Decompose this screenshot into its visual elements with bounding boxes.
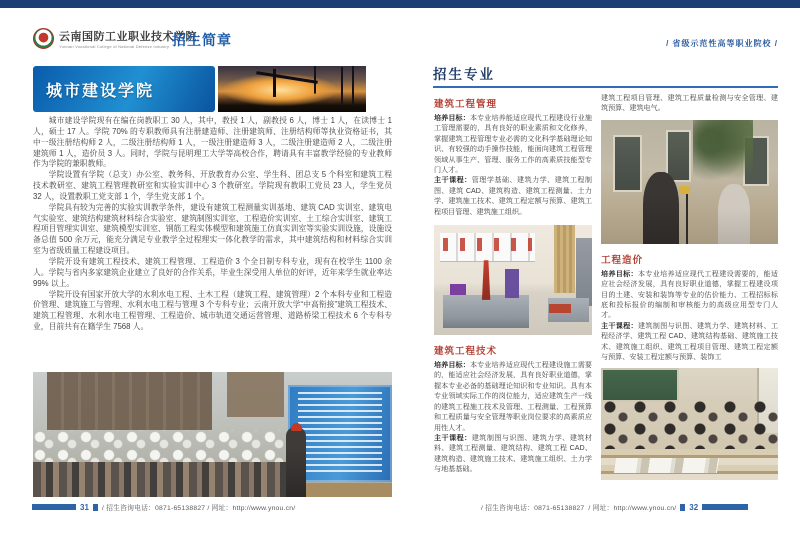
page-footer-left	[32, 502, 295, 512]
goal-label: 培养目标：	[601, 269, 638, 278]
goal-text: 本专业培养适应现代工程建设需要的，能适应社会经济发展，具有良好职业道德，掌握工程建设项目的土建、安装和装饰等专业的估价能力、工程招标标底和投标报价的编制和审核能力的高级应用型专门人才。	[601, 269, 778, 320]
major-title-construction-management: 建筑工程管理	[434, 99, 498, 110]
goal-text: 本专业培养能适应现代工程建设行业施工管理需要的，具有良好的职业素质和文化修养，掌握建筑工程管理专业必需的文化科学基础理论知识、有较强的动手操作技能，能面向建筑工程管理领域从事生产、管理、服务工作的高素质技能型专门人才。	[434, 114, 593, 175]
photo-detail-model	[477, 260, 496, 300]
photo-construction-sunset	[218, 66, 366, 112]
footer-square-icon	[93, 504, 98, 511]
photo-detail-cabinet	[576, 238, 592, 306]
courses-text: 管理学基础、建筑力学、建筑工程制图、建筑 CAD、建筑构造、建筑工程测量、土力学、建筑施工技术、建筑工程定额与预算、建筑工程项目管理、建筑施工组织。	[434, 176, 593, 216]
photo-classroom-study	[601, 368, 778, 480]
column2-lead-text: 建筑工程项目管理、建筑工程质量检测与安全管理、建筑预算、建筑电气。	[601, 94, 778, 113]
photo-detail-crowd	[33, 462, 288, 497]
footer-phone: / 招生咨询电话：0871-65138827	[481, 505, 585, 512]
goal-text: 本专业培养适应现代工程建设施工需要的，能适应社会经济发展，具有良好职业道德，掌握本专业必备的基础理论知识和专业知识。具有本专业领域实际工作的岗位能力，适应建筑生产一线的建筑工程施工技术及管理、工程测量、工程预算和工程质量与安全管理等职业岗位要求的高素质应用性人才。	[434, 361, 593, 432]
photo-detail-tripod	[686, 192, 688, 244]
photo-detail-chalkboard	[601, 368, 679, 402]
photo-detail-model	[450, 284, 466, 295]
page-number: 31	[80, 502, 89, 512]
photo-detail-window	[613, 135, 641, 192]
college-emblem-icon	[33, 28, 54, 49]
majors-column-1	[434, 96, 592, 475]
footer-contact-info: / 招生咨询电话：0871-65138827 / 网址：http://www.ynou.cn/	[101, 505, 296, 512]
courses-label: 主干课程：	[434, 176, 472, 185]
provincial-badge: / 省级示范性高等职业院校 /	[666, 39, 778, 48]
courses-label: 主干课程：	[601, 321, 638, 330]
photo-detail-foreman	[286, 427, 306, 497]
major-courses	[434, 433, 592, 475]
photo-detail-building	[227, 372, 284, 417]
major-courses	[601, 321, 778, 363]
major-title-construction-technology: 建筑工程技术	[434, 346, 498, 358]
photo-surveying-practice	[601, 120, 778, 244]
photo-detail-model	[549, 304, 571, 313]
major-goal	[601, 269, 778, 321]
college-name-en: Yunnan Vocational College of National Defense Industry	[59, 44, 170, 49]
courses-text: 建筑制图与识图、建筑力学、建筑材料、工程经济学、建筑工程 CAD、建筑结构基础、建筑施工技术、建筑施工组织、建筑工程项目管理、建筑工程定额与预算、安装工程定额与预算、装饰工	[601, 321, 778, 362]
footer-url: / 网址：http://www.ynou.cn/	[588, 505, 677, 512]
major-courses	[434, 175, 592, 217]
section-title-underline	[433, 86, 778, 88]
photo-detail-students	[601, 400, 778, 452]
photo-detail-board-marks	[443, 238, 531, 251]
page-footer-right	[481, 502, 748, 512]
page-number: 32	[689, 502, 699, 512]
footer-bar	[702, 504, 748, 510]
photo-detail-curtain	[554, 225, 575, 293]
photo-detail-building	[47, 372, 212, 430]
major-goal	[434, 360, 592, 433]
photo-detail-window	[666, 130, 691, 182]
intro-paragraph: 学院设置有学院（总支）办公室、教务科、开放教育办公室、学生科、团总支 5 个科室和建筑工程技术教研室、建筑工程管理教研室和实验实训中心 3 个教研室。学院现有教职工党员 23 人，学生党员 32 人，设置教职工党支部 1 个，学生党支部 1 个。	[33, 170, 392, 201]
intro-paragraph: 学院开设有国家开放大学的水利水电工程、土木工程（建筑工程、建筑管理）2 个本科专业和工程造价管理、建筑施工与管理、水利水电工程与管理 3 个专科专业；云南开放大学“中高衔接”建筑工程技术、建筑工程管理、水利水电工程管理、工程造价、城市轨道交通运营管理、道路桥梁工程技术 6 个专科专业，目前共有在籍学生 7568 人。	[33, 289, 392, 332]
top-accent-bar	[0, 0, 800, 8]
photo-detail-student	[643, 172, 678, 244]
photo-detail-hardhats	[33, 430, 284, 465]
major-goal	[434, 113, 592, 175]
goal-label: 培养目标：	[434, 361, 470, 370]
goal-label: 培养目标：	[434, 114, 470, 122]
photo-campus-site-visit	[33, 372, 392, 497]
major-title-cost-engineering: 工程造价	[601, 254, 644, 266]
college-name: 云南国防工业职业技术学院	[59, 31, 197, 43]
photo-detail-tree	[693, 120, 753, 192]
admissions-section-title: 招生专业	[433, 67, 495, 82]
courses-label: 主干课程：	[434, 433, 472, 442]
majors-column-2	[601, 93, 778, 480]
courses-text: 建筑制图与识图、建筑力学、建筑材料、建筑工程测量、建筑结构、建筑工程 CAD、建筑构造、建筑施工技术、建筑施工组织、土力学与地基基础。	[434, 433, 593, 474]
photo-detail-total-station	[679, 186, 690, 194]
intro-paragraph: 城市建设学院现有在编在岗教职工 30 人，其中，教授 1 人，副教授 6 人，博士 1 人，在读博士 1 人，硕士 17 人。学院 70% 的专职教师具有注册建造师、注册建筑师、注册结构师等执业资格证书，其中一级注册结构师 2 人，二级注册结构师 1 人，一级注册建造师 3 人，二级注册建造师 2 人，二级注册建筑师 1 人，造价员 3 人。同时，学院与昆明理工大学等高校合作，聘请具有丰富教学经验的专业教师作为学院的兼职教师。	[33, 116, 392, 169]
intro-paragraph: 学院开设有建筑工程技术、建筑工程管理、工程造价 3 个全日制专科专业，现有在校学生 1100 余人。学院与省内多家建筑企业建立了良好的合作关系，毕业生深受用人单位的好评，近年来学生就业率达 99% 以上。	[33, 256, 392, 288]
department-intro	[33, 116, 392, 333]
photo-model-lab	[434, 225, 592, 335]
footer-bar	[32, 504, 76, 510]
photo-detail-table	[443, 295, 528, 328]
photo-detail-student	[718, 184, 750, 244]
department-title: 城市建设学院	[46, 82, 155, 100]
footer-square-icon	[680, 504, 685, 511]
brochure-title: 招生简章	[172, 32, 232, 48]
department-banner	[33, 66, 215, 112]
intro-paragraph: 学院具有较为完善的实验实训教学条件，建设有建筑工程测量实训基地、建筑 CAD 实训室、建筑电气实验室、建筑结构建筑材料综合实验室、建筑制图实训室、工程造价实训室、土工综合实训室、建筑工程项目管理实训室、建筑模型实训室、钢筋工程实体模型和建筑施工仿真实训室等实验实训设施，设施设备总值 500 余万元，能充分满足专业教学全过程理实一体化教学的需求，其中建筑结构和材料综合实训室为省级质量工程建设项目。	[33, 202, 392, 256]
photo-detail-model	[505, 269, 519, 298]
photo-detail-papers	[614, 458, 719, 473]
